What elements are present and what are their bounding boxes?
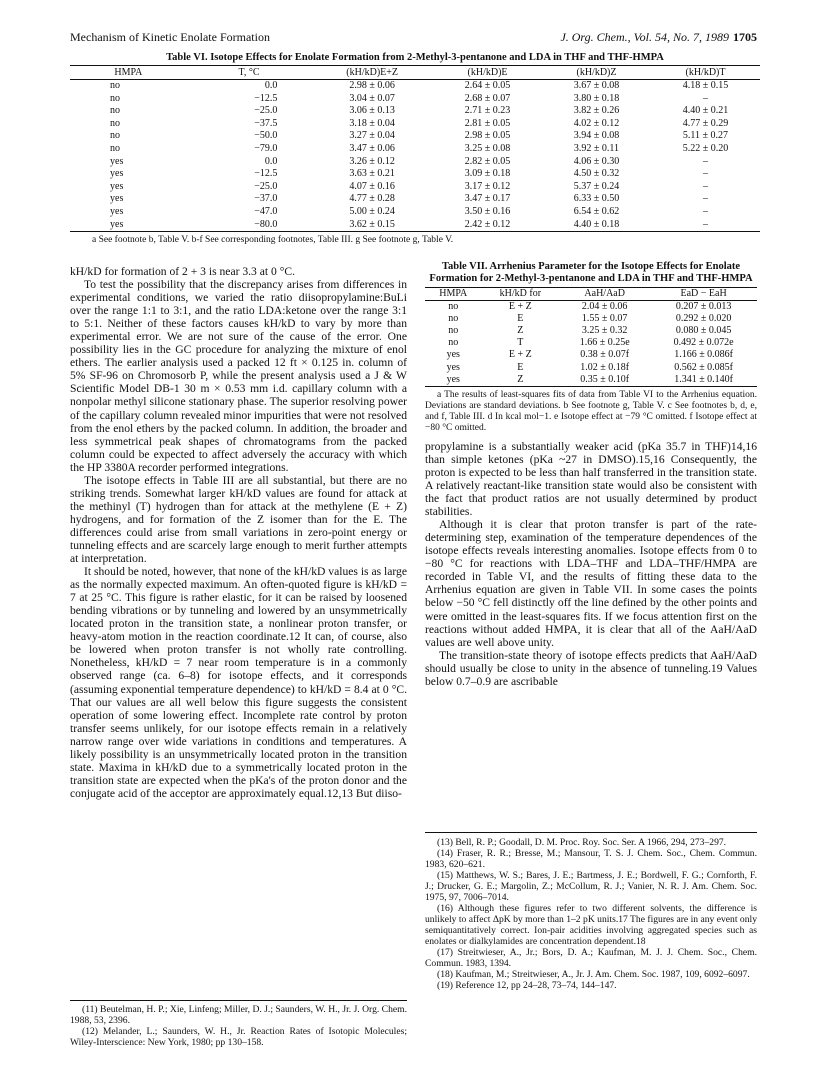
- table-cell: –: [702, 205, 708, 217]
- table-vii-header-2: AaH/AaD: [559, 288, 650, 301]
- table-cell: yes: [110, 193, 124, 205]
- table-row: [70, 206, 760, 219]
- table-cell: no: [110, 130, 120, 142]
- table-row: [70, 130, 760, 143]
- table-row: [70, 156, 760, 169]
- table-cell: 4.18 ± 0.15: [682, 80, 729, 91]
- table-cell: 3.67 ± 0.08: [573, 80, 620, 91]
- table-cell: no: [110, 92, 120, 104]
- table-cell: no: [448, 337, 459, 349]
- table-row: [425, 337, 757, 349]
- table-cell: no: [448, 312, 459, 324]
- table-cell: 3.80 ± 0.18: [573, 92, 620, 104]
- table-vi-grid: [70, 65, 760, 232]
- table-cell: 3.26 ± 0.12: [349, 155, 395, 167]
- reference: (11) Beutelman, H. P.; Xie, Linfeng; Miller, D. J.; Saunders, W. H., Jr. J. Org. Chem. 1988, 53, 2396.: [70, 1004, 407, 1026]
- table-cell: 3.25 ± 0.32: [581, 324, 628, 336]
- table-vi-header-2: (kH/kD)E+Z: [311, 66, 433, 80]
- table-row: [425, 374, 757, 387]
- paragraph: The isotope effects in Table III are all substantial, but there are no striking trends. Somewhat larger kH/kD values are found for attack at the methinyl (T) hydrogen than for attack at the methylene (E + Z) hydrogens, and for formation of the Z isomer than for the E. The differences could arise from small variations in zero-point energy or tunneling effects and are scarcely large enough to merit further attempts at interpretation.: [70, 473, 407, 566]
- table-cell: 1.66 ± 0.25e: [579, 337, 630, 349]
- table-vi-footnote: a See footnote b, Table V. b-f See corresponding footnotes, Table III. g See footnote g, Table V.: [92, 235, 454, 246]
- table-vii-footnote: a The results of least-squares fits of data from Table VI to the Arrhenius equation. Deviations are standard deviations. b See footnote g, Table V. c See footnotes b, d, e, and f, Table III. d In kcal mol−1. e Isotope effect at −79 °C omitted. f Isotope effect at −80 °C omitted.: [425, 389, 757, 433]
- table-cell: 5.11 ± 0.27: [682, 130, 729, 142]
- table-cell: 3.92 ± 0.11: [573, 142, 620, 154]
- table-row: [425, 362, 757, 374]
- reference: (16) Although these figures refer to two different solvents, the difference is unlikely to affect ΔpK by more than 1–2 pK units.17 The figures are in any event only semiquantitatively correct. Ion-pair acidities involving aggregated species such as enolates or dialkylamides are concentration dependent.18: [425, 903, 757, 947]
- table-cell: −50.0: [254, 130, 278, 142]
- table-cell: 4.77 ± 0.29: [682, 117, 729, 129]
- table-cell: Z: [517, 324, 524, 336]
- table-cell: −25.0: [254, 180, 278, 192]
- table-vi-header-3: (kH/kD)E: [433, 66, 542, 80]
- table-cell: 2.98 ± 0.06: [349, 80, 395, 91]
- table-cell: 3.94 ± 0.08: [573, 130, 620, 142]
- references-right: [425, 832, 757, 991]
- table-vi-header-1: T, °C: [187, 66, 312, 80]
- table-cell: 5.00 ± 0.24: [349, 205, 395, 217]
- table-cell: 1.341 ± 0.140f: [650, 374, 757, 387]
- table-cell: –: [702, 193, 708, 205]
- table-cell: 3.50 ± 0.16: [464, 205, 511, 217]
- table-cell: yes: [425, 374, 482, 387]
- table-cell: 3.62 ± 0.15: [311, 219, 433, 232]
- table-cell: 2.42 ± 0.12: [433, 219, 542, 232]
- table-cell: 5.37 ± 0.24: [573, 180, 620, 192]
- reference: (15) Matthews, W. S.; Bares, J. E.; Bartmess, J. E.; Bordwell, F. G.; Cornforth, F. J.; Drucker, G. E.; Margolin, Z.; McCollum, R. J.; Vanier, N. R. J. Am. Chem. Soc. 1975, 97, 7006–7014.: [425, 870, 757, 903]
- table-cell: 4.40 ± 0.21: [682, 105, 729, 117]
- table-vii-header-1: kH/kD for: [482, 288, 560, 301]
- table-row: [70, 143, 760, 156]
- table-cell: 0.0: [264, 155, 278, 167]
- table-cell: 0.562 ± 0.085f: [674, 361, 734, 373]
- table-cell: 3.82 ± 0.26: [573, 105, 620, 117]
- table-cell: 3.25 ± 0.08: [464, 142, 511, 154]
- table-cell: 1.55 ± 0.07: [581, 312, 628, 324]
- table-cell: yes: [110, 180, 124, 192]
- table-row: [70, 105, 760, 118]
- table-cell: −37.5: [254, 117, 278, 129]
- reference: (12) Melander, L.; Saunders, W. H., Jr. Reaction Rates of Isotopic Molecules; Wiley-Interscience: New York, 1980; pp 130–158.: [70, 1026, 407, 1048]
- table-cell: 2.81 ± 0.05: [464, 117, 511, 129]
- table-vii-header-3: EaD − EaH: [650, 288, 757, 301]
- table-cell: no: [110, 142, 120, 154]
- table-cell: −37.0: [254, 193, 278, 205]
- table-vii-grid: [425, 287, 757, 387]
- reference: (17) Streitwieser, A., Jr.; Bors, D. A.; Kaufman, M. J. J. Chem. Soc., Chem. Commun. 1983, 1394.: [425, 947, 757, 969]
- table-row: [70, 168, 760, 181]
- table-vii-caption: Table VII. Arrhenius Parameter for the Isotope Effects for Enolate Formation for 2-Methyl-3-pentanone and LDA in THF and THF-HMPA: [429, 261, 753, 284]
- right-column: [425, 261, 757, 688]
- table-row: [425, 313, 757, 325]
- table-row: [425, 349, 757, 361]
- table-cell: 2.71 ± 0.23: [464, 105, 511, 117]
- table-cell: 6.33 ± 0.50: [573, 193, 620, 205]
- table-vii-header-0: HMPA: [425, 288, 482, 301]
- table-cell: 3.47 ± 0.17: [464, 193, 511, 205]
- reference: (13) Bell, R. P.; Goodall, D. M. Proc. Roy. Soc. Ser. A 1966, 294, 273–297.: [437, 837, 727, 848]
- table-cell: 0.292 ± 0.020: [675, 312, 732, 324]
- paragraph: It should be noted, however, that none of the kH/kD values is as large as the normally expected maximum. An often-quoted figure is kH/kD = 7 at 25 °C. This figure is rather elastic, for it can be raised by loosened bending vibrations or by tunneling and lowered by an unsymmetrically located proton in the transition state, a nonlinear proton transfer, or heavy-atom motion in the reaction coordinate.12 It can, of course, also be lowered when proton transfer is not wholly rate controlling. Nonetheless, kH/kD = 7 near room temperature is in a commonly observed range (ca. 6–8) for isotope effects, and it corresponds (assuming exponential temperature dependence) to kH/kD = 8.4 at 0 °C. That our values are all well below this figure suggests the consistent operation of some lowering effect. Incomplete rate control by proton transfer seems unlikely, for our isotope effects remain in a relatively narrow range over wide variations in conditions and temperatures. A likely possibility is an unsymmetrically located proton in the transition state. Maxima in kH/kD due to a symmetrically located proton in the transition state are expected when the pKa's of the proton donor and the conjugate acid of the acceptor are approximately equal.12,13 But diiso-: [70, 565, 407, 800]
- table-cell: yes: [70, 219, 187, 232]
- table-cell: no: [448, 300, 459, 312]
- table-cell: E: [517, 361, 524, 373]
- header-journal: [560, 30, 757, 45]
- table-cell: 3.09 ± 0.18: [464, 168, 511, 180]
- references-left: [70, 1000, 407, 1048]
- table-cell: 1.166 ± 0.086f: [674, 349, 734, 361]
- table-cell: T: [517, 337, 524, 349]
- table-cell: 3.47 ± 0.06: [349, 142, 395, 154]
- table-cell: –: [702, 168, 708, 180]
- reference: (18) Kaufman, M.; Streitwieser, A., Jr. J. Am. Chem. Soc. 1987, 109, 6092–6097.: [437, 969, 750, 980]
- journal-citation: J. Org. Chem., Vol. 54, No. 7, 1989: [560, 30, 729, 44]
- reference: (14) Fraser, R. R.; Bresse, M.; Mansour, T. S. J. Chem. Soc., Chem. Commun. 1983, 620–621.: [425, 848, 757, 870]
- table-cell: –: [702, 180, 708, 192]
- table-cell: 3.06 ± 0.13: [349, 105, 395, 117]
- table-row: [425, 325, 757, 337]
- table-cell: −12.5: [254, 92, 278, 104]
- left-column: [70, 265, 407, 800]
- table-cell: 3.63 ± 0.21: [349, 168, 395, 180]
- table-cell: 0.492 ± 0.072e: [673, 337, 734, 349]
- table-cell: E + Z: [508, 300, 532, 312]
- table-cell: 6.54 ± 0.62: [573, 205, 620, 217]
- table-cell: 1.02 ± 0.18f: [580, 361, 630, 373]
- table-cell: 0.38 ± 0.07f: [580, 349, 630, 361]
- table-vi: [70, 52, 760, 245]
- table-cell: 4.06 ± 0.30: [573, 155, 620, 167]
- table-cell: 0.0: [264, 80, 278, 91]
- table-cell: 2.64 ± 0.05: [464, 80, 511, 91]
- header-title: Mechanism of Kinetic Enolate Formation: [70, 30, 270, 44]
- paragraph: propylamine is a substantially weaker acid (pKa 35.7 in THF)14,16 than simple ketones (pKa ~27 in DMSO).15,16 Consequently, the proton is expected to be less than half transferred in the transition state. A relatively reactant-like transition state would also be consistent with the fact that product ratios are not usually determined by product stabilities.: [425, 439, 757, 519]
- table-cell: 3.27 ± 0.04: [349, 130, 395, 142]
- table-cell: 0.207 ± 0.013: [675, 300, 732, 312]
- table-cell: –: [651, 219, 760, 232]
- reference: (19) Reference 12, pp 24–28, 73–74, 144–147.: [437, 980, 617, 991]
- table-cell: 2.04 ± 0.06: [581, 300, 628, 312]
- table-vi-caption: Table VI. Isotope Effects for Enolate Formation from 2-Methyl-3-pentanone and LDA in THF and THF-HMPA: [166, 52, 664, 63]
- table-cell: no: [110, 117, 120, 129]
- table-vi-header-5: (kH/kD)T: [651, 66, 760, 80]
- table-row: [70, 80, 760, 93]
- table-cell: yes: [110, 155, 124, 167]
- paragraph: The transition-state theory of isotope effects predicts that AaH/AaD should usually be close to unity in the absence of tunneling.19 Values below 0.7–0.9 are ascribable: [425, 648, 757, 688]
- table-cell: −80.0: [187, 219, 312, 232]
- table-cell: 4.07 ± 0.16: [349, 180, 395, 192]
- table-cell: 3.18 ± 0.04: [349, 117, 395, 129]
- table-cell: yes: [446, 361, 460, 373]
- table-cell: Z: [482, 374, 560, 387]
- table-cell: E: [517, 312, 524, 324]
- table-cell: no: [110, 80, 120, 91]
- paragraph: kH/kD for formation of 2 + 3 is near 3.3 at 0 °C.: [70, 265, 295, 278]
- table-cell: 4.50 ± 0.32: [573, 168, 620, 180]
- table-cell: 0.080 ± 0.045: [675, 324, 732, 336]
- table-cell: no: [110, 105, 120, 117]
- table-cell: 3.04 ± 0.07: [349, 92, 395, 104]
- table-cell: E + Z: [508, 349, 532, 361]
- table-vi-header-0: HMPA: [70, 66, 187, 80]
- table-row: [425, 300, 757, 313]
- table-vii: [425, 261, 757, 434]
- table-cell: 3.17 ± 0.12: [464, 180, 511, 192]
- page-number: 1705: [733, 30, 757, 44]
- table-row: [70, 193, 760, 206]
- table-cell: −25.0: [254, 105, 278, 117]
- table-cell: –: [702, 92, 708, 104]
- table-cell: yes: [110, 205, 124, 217]
- table-cell: 4.77 ± 0.28: [349, 193, 395, 205]
- table-cell: yes: [446, 349, 460, 361]
- table-cell: no: [448, 324, 459, 336]
- table-row: [70, 181, 760, 194]
- table-cell: −47.0: [254, 205, 278, 217]
- table-cell: –: [702, 155, 708, 167]
- table-row: [70, 93, 760, 106]
- table-cell: 0.35 ± 0.10f: [559, 374, 650, 387]
- table-vi-header-4: (kH/kD)Z: [542, 66, 651, 80]
- table-row: [70, 219, 760, 232]
- table-cell: 2.98 ± 0.05: [464, 130, 511, 142]
- table-cell: 4.02 ± 0.12: [573, 117, 620, 129]
- table-row: [70, 118, 760, 131]
- table-cell: 5.22 ± 0.20: [682, 142, 729, 154]
- paragraph: Although it is clear that proton transfer is part of the rate-determining step, examination of the temperature dependences of the isotope effects reveals interesting anomalies. Isotope effects from 0 to −80 °C for reactions with LDA–THF and LDA–THF/HMPA are recorded in Table VI, and the results of fitting these data to the Arrhenius equation are given in Table VII. In some cases the points below −50 °C fell distinctly off the line defined by the other points and were omitted in the least-squares fits. If we focus attention first on the reactions without added HMPA, it is clear that all of the AaH/AaD values are well above unity.: [425, 518, 757, 649]
- paragraph: To test the possibility that the discrepancy arises from differences in experimental conditions, we varied the ratio diisopropylamine:BuLi over the range 1:1 to 3:1, and the ratio LDA:ketone over the range 3:1 to 5:1. Neither of these factors causes kH/kD to vary by more than experimental error. We are not sure of the cause of the error. One possibility lies in the GC procedure for analyzing the mixture of enol ethers. The earlier analysis used a packed 12 ft × 0.125 in. column of 5% SF-96 on Chromosorb P, while the present analysis used a J & W Scientific Model DB-1 30 m × 0.53 mm i.d. capillary column with a nonpolar methyl silicone stationary phase. The superior resolving power of the capillary column revealed minor impurities that were not resolved from the enol ethers by the packed column. In addition, the broader and less symmetrical peak shapes of chromatograms from the packed column could be expected to affect adversely the accuracy with which the HP 3380A recorder performed integrations.: [70, 278, 407, 474]
- table-cell: −79.0: [254, 142, 278, 154]
- table-cell: 2.68 ± 0.07: [464, 92, 511, 104]
- table-cell: 2.82 ± 0.05: [464, 155, 511, 167]
- table-cell: yes: [110, 168, 124, 180]
- table-cell: −12.5: [254, 168, 278, 180]
- table-cell: 4.40 ± 0.18: [542, 219, 651, 232]
